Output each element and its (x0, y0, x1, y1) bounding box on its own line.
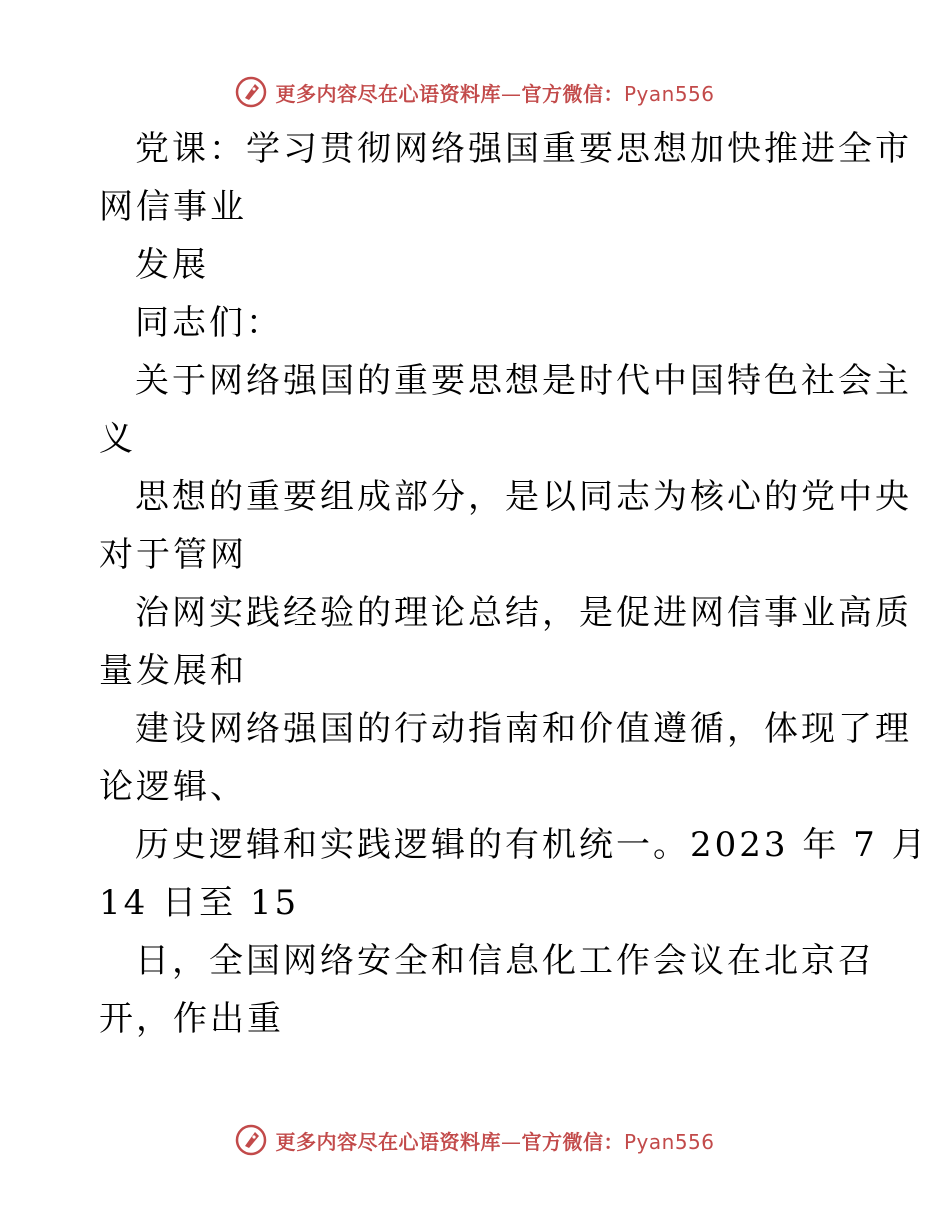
text-line: 义 (99, 419, 136, 459)
pen-nib-seal-icon (235, 76, 267, 108)
text-line: 思想的重要组成部分，是以同志为核心的党中央 (135, 477, 912, 517)
watermark-text: 更多内容尽在心语资料库—官方微信：Pyan556 (275, 81, 715, 106)
text-line: 党课：学习贯彻网络强国重要思想加快推进全市 (135, 129, 912, 169)
text-line: 对于管网 (99, 535, 247, 575)
text-line: 同志们： (135, 303, 283, 343)
text-line: 发展 (135, 245, 209, 285)
text-line: 开，作出重 (99, 999, 284, 1039)
footer-watermark (0, 1120, 950, 1160)
pen-nib-seal-icon (235, 1124, 267, 1156)
text-line: 关于网络强国的重要思想是时代中国特色社会主 (135, 361, 912, 401)
text-line: 日，全国网络安全和信息化工作会议在北京召 (135, 941, 875, 981)
text-line: 14 日至 15 (99, 883, 300, 923)
text-line: 历史逻辑和实践逻辑的有机统一。2023 年 7 月 (135, 825, 929, 865)
header-watermark (0, 72, 950, 112)
text-line: 量发展和 (99, 651, 247, 691)
watermark-text: 更多内容尽在心语资料库—官方微信：Pyan556 (275, 1129, 715, 1154)
text-line: 论逻辑、 (99, 767, 247, 807)
text-line: 治网实践经验的理论总结，是促进网信事业高质 (135, 593, 912, 633)
text-line: 网信事业 (99, 187, 247, 227)
text-line: 建设网络强国的行动指南和价值遵循，体现了理 (135, 709, 912, 749)
